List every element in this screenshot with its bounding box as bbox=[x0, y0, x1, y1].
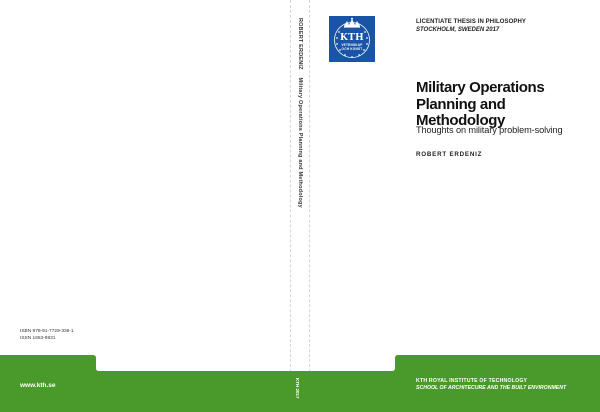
spine-title: Military Operations Planning and Methodology bbox=[297, 77, 303, 208]
isbn-number: ISBN 978-91-7729-336-1 bbox=[20, 329, 74, 334]
kth-logo bbox=[329, 16, 375, 62]
thesis-author: ROBERT ERDENIZ bbox=[416, 151, 483, 158]
logo-wordmark: KTH bbox=[340, 33, 364, 43]
place-year: STOCKHOLM, SWEDEN 2017 bbox=[416, 27, 500, 33]
logo-motto-line2: OCH KONST bbox=[341, 47, 363, 51]
thesis-title bbox=[416, 80, 596, 130]
thesis-subtitle: Thoughts on military problem-solving bbox=[416, 125, 563, 135]
kth-website-link[interactable]: www.kth.se bbox=[20, 382, 56, 389]
spine-year: KTH 2017 bbox=[295, 378, 300, 399]
spine-fold-right bbox=[309, 0, 310, 412]
institution-block bbox=[416, 378, 566, 393]
issn-number: ISSN 1653-8831 bbox=[20, 336, 56, 341]
title-line-2: Planning and Methodology bbox=[416, 95, 506, 129]
school-name: SCHOOL OF ARCHITECURE AND THE BUILT ENVIRONMENT bbox=[416, 385, 567, 392]
isbn-block bbox=[20, 328, 74, 342]
title-line-1: Military Operations bbox=[416, 79, 545, 96]
thesis-header bbox=[416, 18, 526, 34]
thesis-type: LICENTIATE THESIS IN PHILOSOPHY bbox=[416, 19, 526, 25]
logo-motto-line1: VETENSKAP bbox=[341, 43, 363, 47]
institute-name: KTH ROYAL INSTITUTE OF TECHNOLOGY bbox=[416, 378, 528, 384]
spine-fold-left bbox=[290, 0, 291, 412]
spine-author: ROBERT ERDENIZ bbox=[297, 18, 303, 70]
spine-label bbox=[297, 18, 303, 208]
